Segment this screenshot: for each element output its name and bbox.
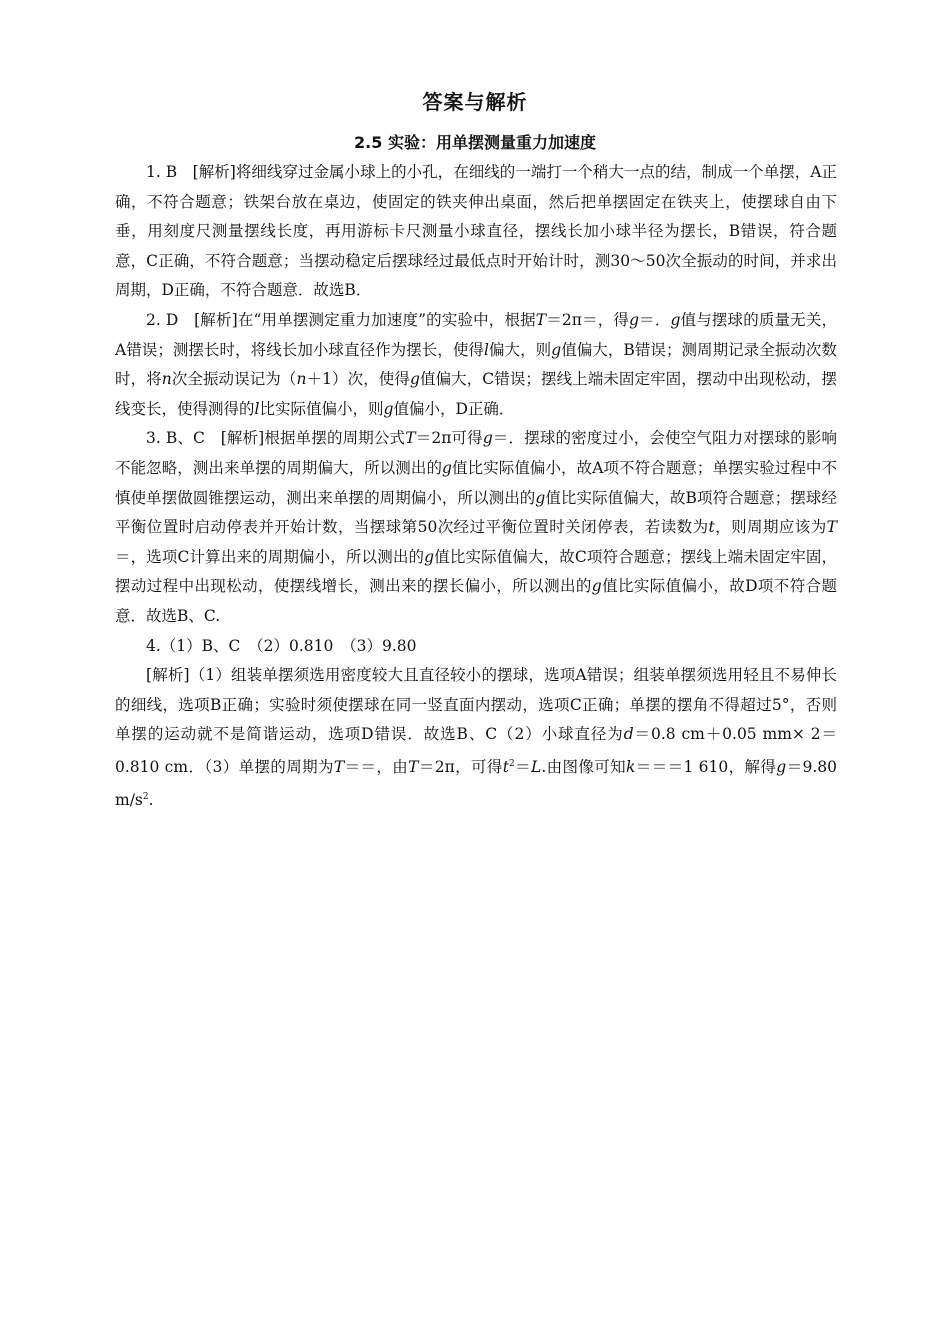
answer-paragraph: 2. D [解析]在“用单摆测定重力加速度”的实验中，根据T＝2π＝，得g＝．g值与摆球的质量无关，A错误；测摆长时，将线长加小球直径作为摆长，使得l偏大，则g值偏大，B错误；测周期记录全振动次数时，将n次全振动误记为（n＋1）次，使得g值偏大，C错误；摆线上端未固定牢固，摆动中出现松动，摆线变长，使得测得的l比实际值偏小，则g值偏小，D正确．: [115, 310, 837, 418]
answer-body: [115, 158, 837, 815]
section-subtitle: 2.5 实验：用单摆测量重力加速度: [354, 133, 596, 152]
page-title: 答案与解析: [422, 90, 528, 114]
answer-paragraph: 3. B、C [解析]根据单摆的周期公式T＝2π可得g＝．摆球的密度过小，会使空气阻力对摆球的影响不能忽略，测出来单摆的周期偏大，所以测出的g值比实际值偏小，故A项不符合题意；单摆实验过程中不慎使单摆做圆锥摆运动，测出来单摆的周期偏小，所以测出的g值比实际值偏大，故B项符合题意；摆球经平衡位置时启动停表并开始计数，当摆球第50次经过平衡位置时关闭停表，若读数为t，则周期应该为T＝，选项C计算出来的周期偏小，所以测出的g值比实际值偏大，故C项符合题意；摆线上端未固定牢固，摆动过程中出现松动，使摆线增长，测出来的摆长偏小，所以测出的g值比实际值偏小，故D项不符合题意．故选B、C.: [115, 429, 837, 625]
answer-paragraph: [解析]（1）组装单摆须选用密度较大且直径较小的摆球，选项A错误；组装单摆须选用轻且不易伸长的细线，选项B正确；实验时须使摆球在同一竖直面内摆动，选项C正确；单摆的摆角不得超过5°，否则单摆的运动就不是简谐运动，选项D错误．故选B、C（2）小球直径为d＝0.8 cm＋0.05 mm× 2＝0.810 cm．（3）单摆的周期为T＝＝，由T＝2π，可得$t^2=L$.由图像可知k＝＝＝1 610，解得g＝9.80 $m/s^2$.: [115, 666, 837, 809]
answer-paragraph: 4.（1）B、C （2）0.810 （3）9.80: [146, 636, 417, 655]
answer-paragraph: 1. B [解析]将细线穿过金属小球上的小孔，在细线的一端打一个稍大一点的结，制成一个单摆，A正确，不符合题意；铁架台放在桌边，使固定的铁夹伸出桌面，然后把单摆固定在铁夹上，使摆球自由下垂，用刻度尺测量摆线长度，再用游标卡尺测量小球直径，摆线长加小球半径为摆长，B错误，符合题意，C正确，不符合题意；当摆动稳定后摆球经过最低点时开始计时，测30～50次全振动的时间，并求出周期，D正确，不符合题意．故选B．: [115, 163, 837, 300]
